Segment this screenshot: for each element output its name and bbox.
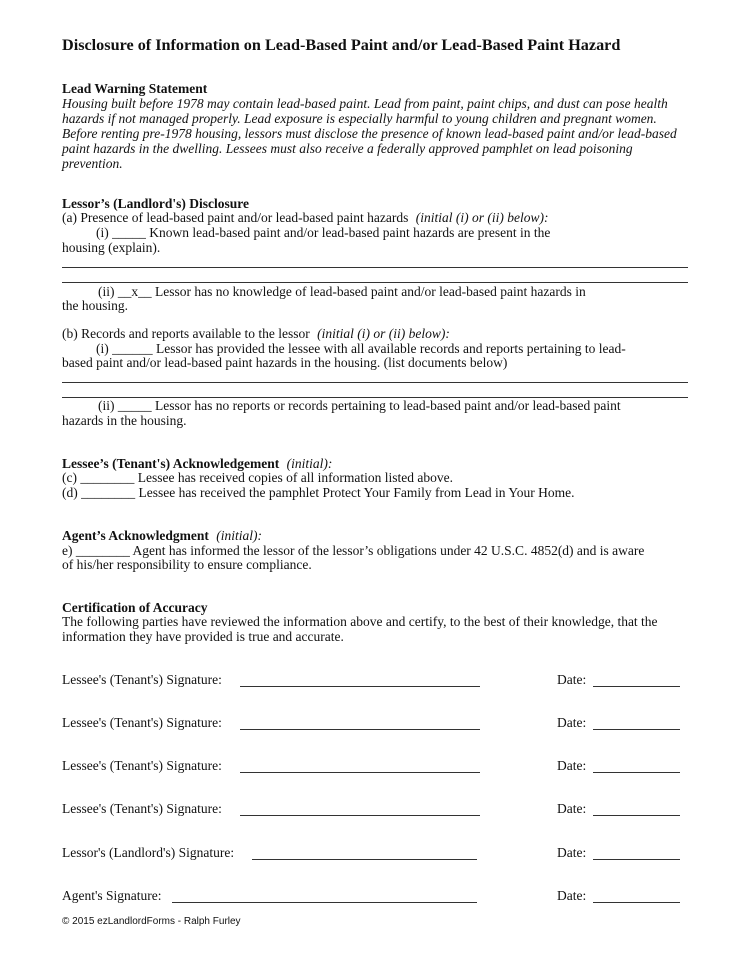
signature-line-1[interactable] bbox=[240, 686, 480, 687]
date-label-1: Date: bbox=[557, 672, 587, 687]
certification-heading: Certification of Accuracy bbox=[62, 600, 208, 615]
explain-line-1[interactable] bbox=[62, 267, 688, 268]
lessee-acknowledgement-heading: Lessee’s (Tenant's) Acknowledgement bbox=[62, 456, 280, 471]
section-a-text: (a) Presence of lead-based paint and/or lead-based paint hazards bbox=[62, 210, 409, 225]
signature-label-3: Lessee's (Tenant's) Signature: bbox=[62, 758, 222, 773]
section-b-text: (b) Records and reports available to the lessor bbox=[62, 326, 310, 341]
section-b-label bbox=[62, 326, 450, 341]
section-a-label bbox=[62, 210, 548, 225]
signature-line-6[interactable] bbox=[172, 902, 477, 903]
lessee-item-d: (d) ________ Lessee has received the pamphlet Protect Your Family from Lead in Your Home. bbox=[62, 485, 575, 500]
section-a-ii-line1: (ii) __x__ Lessor has no knowledge of lead-based paint and/or lead-based paint hazards in bbox=[98, 284, 586, 299]
section-b-i-line2: based paint and/or lead-based paint hazards in the housing. (list documents below) bbox=[62, 355, 508, 370]
date-line-1[interactable] bbox=[593, 686, 680, 687]
date-label-6: Date: bbox=[557, 888, 587, 903]
section-a-instruction: (initial (i) or (ii) below): bbox=[415, 210, 549, 225]
lead-warning-text: Housing built before 1978 may contain lead-based paint. Lead from paint, paint chips, and dust can pose health hazards if not managed properly. Lead exposure is especially harmful to young children and pregnant women. Before renting pre-1978 housing, lessors must disclose the presence of known lead-based paint and/or lead-based paint hazards in the dwelling. Lessees must also receive a federally approved pamphlet on lead poisoning prevention. bbox=[62, 96, 677, 171]
lessee-acknowledgement-instruction: (initial): bbox=[286, 456, 333, 471]
section-b-ii-line1: (ii) _____ Lessor has no reports or records pertaining to lead-based paint and/or lead-based paint bbox=[98, 398, 621, 413]
section-b-ii-line2: hazards in the housing. bbox=[62, 413, 187, 428]
signature-line-2[interactable] bbox=[240, 729, 480, 730]
section-a-i-line2: housing (explain). bbox=[62, 240, 161, 255]
signature-label-2: Lessee's (Tenant's) Signature: bbox=[62, 715, 222, 730]
signature-label-5: Lessor's (Landlord's) Signature: bbox=[62, 845, 235, 860]
lead-warning-heading: Lead Warning Statement bbox=[62, 81, 208, 96]
date-label-3: Date: bbox=[557, 758, 587, 773]
signature-label-1: Lessee's (Tenant's) Signature: bbox=[62, 672, 222, 687]
agent-item-e-line1: e) ________ Agent has informed the lessor of the lessor’s obligations under 42 U.S.C. 4852(d) and is aware bbox=[62, 543, 645, 558]
agent-acknowledgment-heading-row bbox=[62, 528, 262, 543]
signature-line-5[interactable] bbox=[252, 859, 477, 860]
signature-line-4[interactable] bbox=[240, 815, 480, 816]
date-line-3[interactable] bbox=[593, 772, 680, 773]
date-line-4[interactable] bbox=[593, 815, 680, 816]
copyright-footer: © 2015 ezLandlordForms - Ralph Furley bbox=[62, 916, 241, 927]
date-line-6[interactable] bbox=[593, 902, 680, 903]
signature-label-6: Agent's Signature: bbox=[62, 888, 162, 903]
explain-line-2[interactable] bbox=[62, 282, 688, 283]
agent-acknowledgment-heading: Agent’s Acknowledgment bbox=[62, 528, 209, 543]
section-b-instruction: (initial (i) or (ii) below): bbox=[317, 326, 450, 341]
agent-item-e-line2: of his/her responsibility to ensure compliance. bbox=[62, 557, 312, 572]
agent-acknowledgment-instruction: (initial): bbox=[216, 528, 262, 543]
documents-line-1[interactable] bbox=[62, 382, 688, 383]
date-line-2[interactable] bbox=[593, 729, 680, 730]
lessor-disclosure-heading: Lessor’s (Landlord's) Disclosure bbox=[62, 196, 250, 211]
date-label-2: Date: bbox=[557, 715, 587, 730]
date-line-5[interactable] bbox=[593, 859, 680, 860]
date-label-5: Date: bbox=[557, 845, 587, 860]
section-a-ii-line2: the housing. bbox=[62, 298, 128, 313]
lessee-acknowledgement-heading-row bbox=[62, 456, 332, 471]
section-a-i-line1: (i) _____ Known lead-based paint and/or lead-based paint hazards are present in the bbox=[96, 225, 551, 240]
date-label-4: Date: bbox=[557, 801, 587, 816]
lessee-item-c: (c) ________ Lessee has received copies of all information listed above. bbox=[62, 470, 453, 485]
document-title: Disclosure of Information on Lead-Based Paint and/or Lead-Based Paint Hazard bbox=[62, 36, 621, 54]
signature-line-3[interactable] bbox=[240, 772, 480, 773]
section-b-i-line1: (i) ______ Lessor has provided the lessee with all available records and reports pertaining to lead- bbox=[96, 341, 626, 356]
certification-text: The following parties have reviewed the information above and certify, to the best of their knowledge, that the information they have provided is true and accurate. bbox=[62, 614, 658, 644]
signature-label-4: Lessee's (Tenant's) Signature: bbox=[62, 801, 222, 816]
